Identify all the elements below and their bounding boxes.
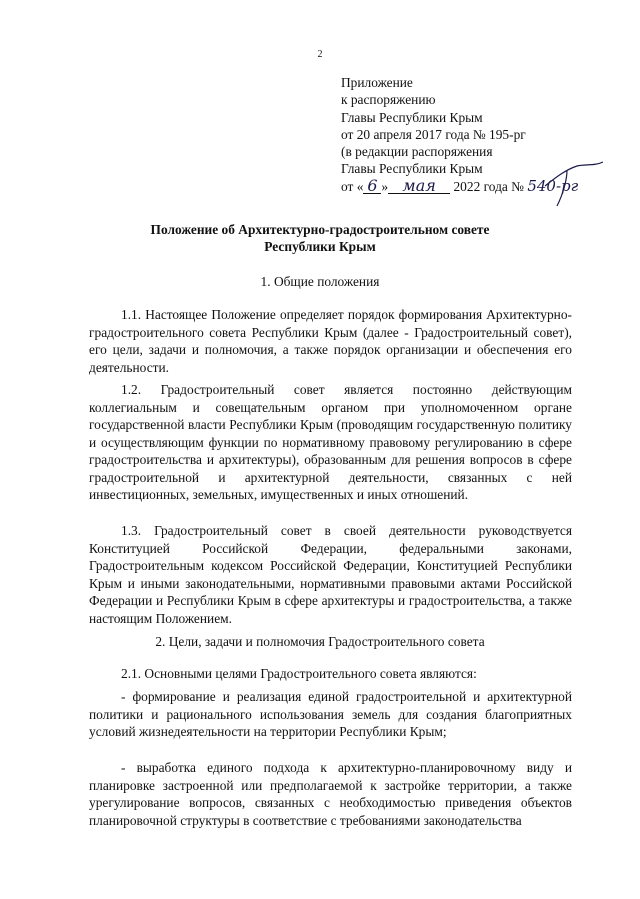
paragraph-1-2: 1.2. Градостроительный совет является постоянно действующим коллегиальным и совещательным органом при уполномоченном органе государственной власти Республики Крым (проводящим государственную политику и осуществляющим функции по нормативному правовому регулированию в сфере градостроительства и архитектуры), образованным для решения вопросов в сфере градостроительной и архитектурной деятельности, связанных с ней инвестиционных, земельных, имущественных и иных отношений. xyxy=(89,382,572,502)
appendix-line: (в редакции распоряжения xyxy=(341,144,493,160)
handwritten-day: 6 xyxy=(363,179,381,194)
appendix-line: Главы Республики Крым xyxy=(341,161,483,177)
handwritten-month: мая xyxy=(388,179,450,194)
date-mid: » xyxy=(381,178,389,194)
paragraph-1-1: 1.1. Настоящее Положение определяет порядок формирования Архитектурно-градостроительного совета Республики Крым (далее - Градостроительный совет), его цели, задачи и полномочия, а также порядок организации и обеспечения его деятельности. xyxy=(89,307,572,375)
appendix-block xyxy=(341,74,578,195)
appendix-line: от 20 апреля 2017 года № 195-рг xyxy=(341,126,526,142)
amendment-date-line xyxy=(341,175,579,195)
signature-scrawl-icon xyxy=(537,156,607,208)
bullet-item-1: - формирование и реализация единой градостроительной и архитектурной политики и рационального использования земель для создания благоприятных условий жизнедеятельности на территории Республики Крым; xyxy=(89,689,572,739)
document-title xyxy=(0,221,640,255)
page-number: 2 xyxy=(317,49,323,60)
paragraph-1-3: 1.3. Градостроительный совет в своей деятельности руководствуется Конституцией Российской Федерации, федеральными законами, Градостроительным кодексом Российской Федерации, Конституцией Республики Крым и иными законодательными, нормативными правовыми актами Российской Федерации и Республики Крым в сфере архитектуры и градостроительства, а также настоящим Положением. xyxy=(89,523,572,626)
paragraph-2-1: 2.1. Основными целями Градостроительного совета являются: xyxy=(121,666,477,681)
document-title-line-2: Республики Крым xyxy=(264,239,376,254)
date-year: 2022 года № xyxy=(453,178,524,194)
date-prefix: от « xyxy=(341,178,364,194)
section-heading-2: 2. Цели, задачи и полномочия Градостроительного совета xyxy=(155,634,485,649)
section-heading-1: 1. Общие положения xyxy=(260,274,380,289)
handwritten-number: 540-рг xyxy=(527,176,579,195)
bullet-item-2: - выработка единого подхода к архитектурно-планировочному виду и планировке застроенной или предполагаемой к застройке территории, а также урегулирование вопросов, связанных с необходимостью приведения объектов планировочной структуры в соответствие с требованиями законодательства xyxy=(89,760,572,828)
document-title-line-1: Положение об Архитектурно-градостроительном совете xyxy=(150,222,490,237)
appendix-line: к распоряжению xyxy=(341,92,436,108)
appendix-line: Приложение xyxy=(341,75,413,90)
appendix-line: Главы Республики Крым xyxy=(341,109,483,125)
